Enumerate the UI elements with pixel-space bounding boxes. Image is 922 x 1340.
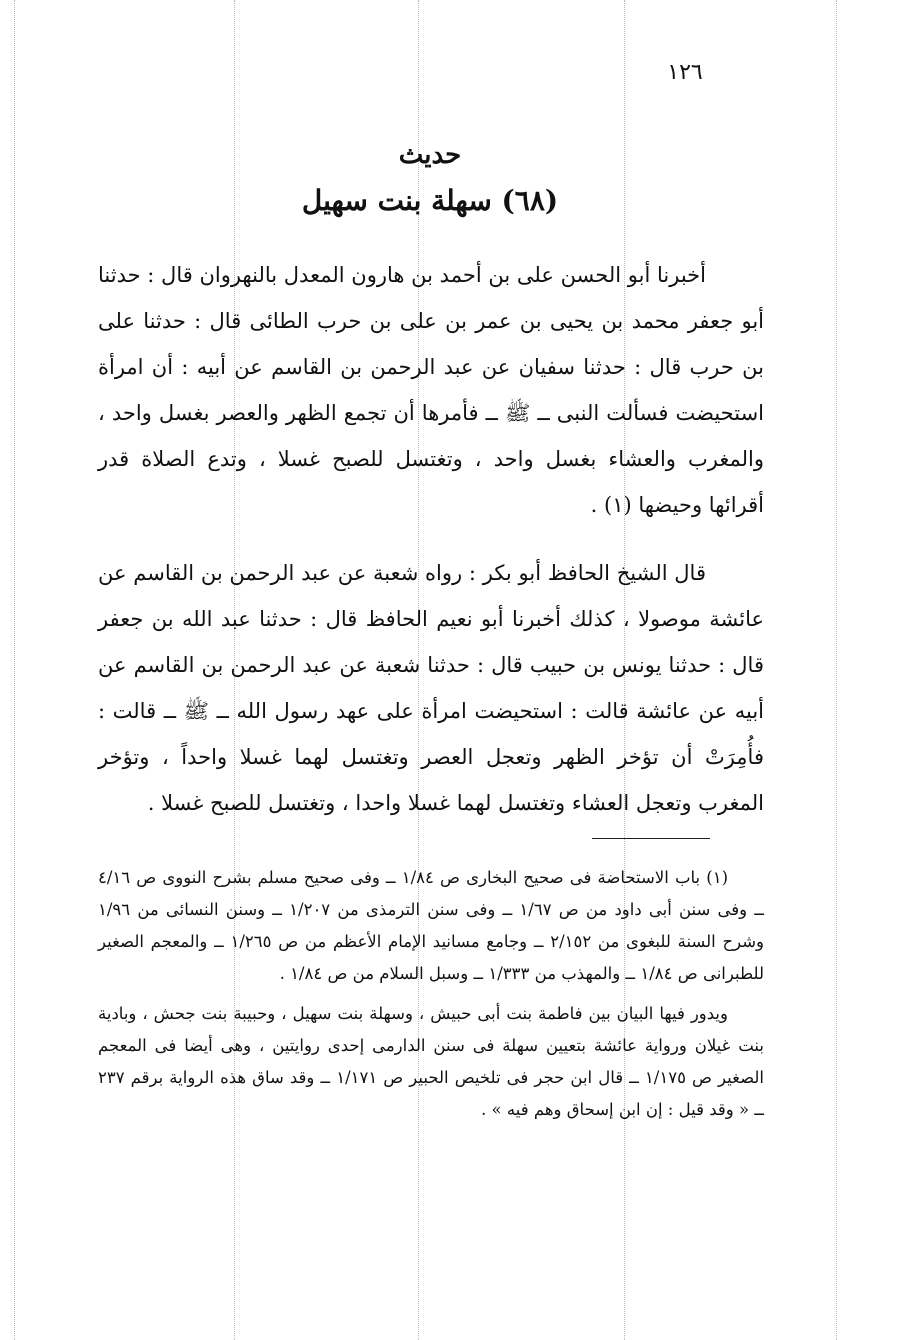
section-title: حديث (398, 140, 462, 170)
hadith-title: (٦٨) سهلة بنت سهيل (301, 184, 559, 217)
footnotes (98, 862, 764, 1134)
main-text (98, 252, 764, 848)
footnote-paragraph: (١) باب الاستحاضة فى صحيح البخارى ص ١/٨٤ ــ وفى صحيح مسلم بشرح النووى ص ٤/١٦ ــ وفى سنن أبى داود من ص ١/٦٧ ــ وفى سنن الترمذى من ١/٢٠٧ ــ وسنن النسائى من ١/٩٦ وشرح السنة للبغوى من ٢/١٥٢ ــ وجامع مسانيد الإمام الأعظم من ص ١/٢٦٥ ــ والمعجم الصغير للطبرانى ص ١/٨٤ ــ والمهذب من ١/٣٣٣ ــ وسبل السلام من ص ١/٨٤ . (98, 868, 765, 983)
footnote-paragraph: ويدور فيها البيان بين فاطمة بنت أبى حبيش ، وسهلة بنت سهيل ، وحبيبة بنت جحش ، وبادية بنت غيلان ورواية عائشة بتعيين سهلة فى سنن الدارمى إحدى روايتين ، وهى أيضا فى المعجم الصغير ص ١/١٧٥ ــ قال ابن حجر فى تلخيص الحبير ص ١/١٧١ ــ وقد ساق هذه الرواية برقم ٢٣٧ ــ « وقد قيل : إن ابن إسحاق وهم فيه » . (98, 1004, 764, 1119)
body-paragraph: قال الشيخ الحافظ أبو بكر : رواه شعبة عن عبد الرحمن بن القاسم عن عائشة موصولا ، كذلك أخبرنا أبو نعيم الحافظ قال : حدثنا عبد الله بن جعفر قال : حدثنا يونس بن حبيب قال : حدثنا شعبة عن عبد الرحمن بن القاسم عن أبيه عن عائشة قالت : استحيضت امرأة على عهد رسول الله ــ ﷺ ــ قالت : فأُمِرَتْ أن تؤخر الظهر وتعجل العصر وتغتسل لهما غسلا واحداً ، وتؤخر المغرب وتعجل العشاء وتغتسل لهما غسلا واحدا ، وتغتسل للصبح غسلا . (98, 561, 764, 815)
body-paragraph: أخبرنا أبو الحسن على بن أحمد بن هارون المعدل بالنهروان قال : حدثنا أبو جعفر محمد بن يحيى بن عمر بن على بن حرب الطائى قال : حدثنا على بن حرب قال : حدثنا سفيان عن عبد الرحمن بن القاسم عن أبيه : أن امرأة استحيضت فسألت النبى ــ ﷺ ــ فأمرها أن تجمع الظهر والعصر بغسل واحد ، والمغرب والعشاء بغسل واحد ، وتغتسل للصبح غسلا ، وتدع الصلاة قدر أقرائها وحيضها (١) . (98, 263, 764, 517)
scan-dotted-line (14, 0, 15, 1340)
scan-dotted-line (836, 0, 837, 1340)
page-number: ١٢٦ (667, 60, 703, 85)
footnote-separator (592, 838, 710, 839)
